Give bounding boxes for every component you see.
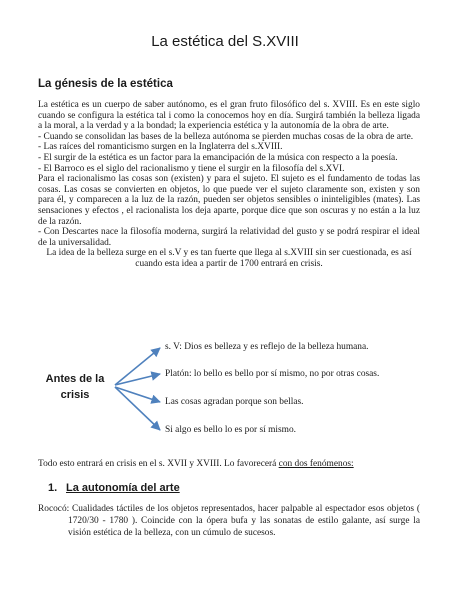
page-title: La estética del S.XVIII: [151, 33, 299, 50]
diagram-branch: Platón: lo bello es bello por sí mismo, no por otras cosas.: [165, 369, 380, 379]
paragraph: - El surgir de la estética es un factor para la emancipación de la música con respecto a la poesía.: [38, 152, 398, 163]
arrow: [115, 387, 160, 430]
list-number: 1.: [48, 482, 58, 494]
transition-text: Todo esto entrará en crisis en el s. XVII y XVIII. Lo favorecerá: [38, 459, 279, 469]
section-body: [38, 100, 420, 270]
transition-sentence: [38, 459, 420, 469]
paragraph: La estética es un cuerpo de saber autónomo, es el gran fruto filosófico del s. XVIII. Es en este siglo cuando se configura la estética tal i como la conocemos hoy en día. Surgirá también la belleza ligada a la moral, a la verdad y a la bondad; la experiencia estética y la autonomía de la obra de arte.: [38, 100, 420, 132]
underlined-phrase: con dos fenómenos:: [278, 459, 354, 469]
section-heading-genesis: La génesis de la estética: [38, 78, 173, 90]
diagram-label: Antes de la crisis: [45, 373, 105, 401]
centered-paragraph: La idea de la belleza surge en el s.V y es tan fuerte que llega al s.XVIII sin ser cuestionada, es así cuando esta idea a partir de 1700 entrará en crisis.: [46, 248, 412, 269]
diagram-branch: Las cosas agradan porque son bellas.: [165, 397, 304, 407]
paragraph: - Las raíces del romanticismo surgen en la Inglaterra del s.XVIII.: [38, 142, 283, 153]
diagram-branch: s. V: Dios es belleza y es reflejo de la belleza humana.: [165, 342, 369, 352]
paragraph: - Cuando se consolidan las bases de la belleza autónoma se pierden muchas cosas de la obra de arte.: [38, 131, 414, 142]
crisis-diagram: [38, 333, 420, 448]
paragraph: Rococó: Cualidades táctiles de los objetos representados, hacer palpable al espectador esos objetos ( 1720/30 - 1780 ). Coincide con la ópera bufa y las sonatas de estilo galante, así surge la visión estética de la belleza, con un cúmulo de sucesos.: [38, 504, 420, 538]
rococo-section: [38, 503, 420, 539]
diagram-branch: Si algo es bello lo es por sí mismo.: [165, 425, 296, 435]
section-heading-text: La autonomía del arte: [66, 482, 180, 494]
paragraph: - Con Descartes nace la filosofía moderna, surgirá la relatividad del gusto y se podrá respirar el ideal de la universalidad.: [38, 227, 420, 248]
paragraph: Para el racionalismo las cosas son (existen) y para el sujeto. El sujeto es el fundamento de todas las cosas. Las cosas se convierten en objetos, lo que puede ver el sujeto claramente son, existen y son para él, y comparecen a la luz de la razón, pueden ser objetos sensibles o ininteligibles (mates). Las sensaciones y efectos , el racionalista los deja aparte, porque dice que son oscuras y no están a la luz de la razón.: [38, 174, 420, 227]
paragraph: - El Barroco es el siglo del racionalismo y tiene el surgir en la filosofía del s.XVI.: [38, 163, 345, 174]
section-heading-autonomia: [48, 482, 180, 494]
